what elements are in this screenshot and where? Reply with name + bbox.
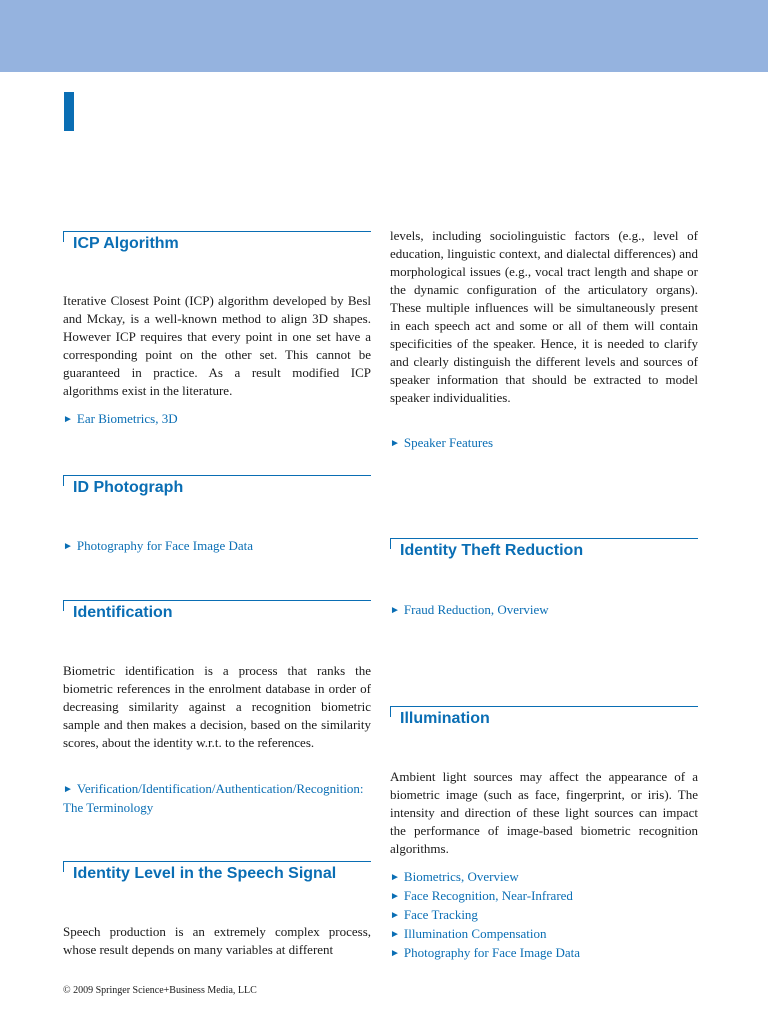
cross-reference-link[interactable]: ► Photography for Face Image Data xyxy=(63,538,254,553)
triangle-right-icon: ► xyxy=(390,948,400,959)
entry-heading xyxy=(390,538,698,569)
cross-references xyxy=(390,868,698,963)
entry-title: Identification xyxy=(73,604,173,621)
cross-reference-link[interactable]: ► Ear Biometrics, 3D xyxy=(63,411,178,426)
cross-reference-link[interactable]: ► Biometrics, Overview xyxy=(390,869,519,884)
cross-references xyxy=(390,601,698,620)
entry-body: Iterative Closest Point (ICP) algorithm developed by Besl and Mckay, is a well-known method to align 3D shapes. However ICP requires that every point in one set have a corresponding point on the other set. This cannot be guaranteed in practice. As a result modified ICP algorithms exist in the literature. xyxy=(63,293,371,398)
entry-title: ICP Algorithm xyxy=(73,235,179,252)
entry-title: Identity Theft Reduction xyxy=(400,542,584,559)
entry-heading xyxy=(63,475,371,506)
section-letter-mark xyxy=(64,92,74,131)
cross-references xyxy=(63,410,371,429)
entry-icp-algorithm xyxy=(63,231,371,426)
entry-body: Biometric identification is a process that ranks the biometric references in the enrolment database in order of decreasing similarity against a recognition biometric sample and then makes a decision, based on the similarity scores, about the identity w.r.t. to the references. xyxy=(63,663,371,750)
entry-identity-level-speech xyxy=(63,861,371,957)
cross-reference-link[interactable]: ► Speaker Features xyxy=(390,435,494,450)
entry-identification xyxy=(63,600,371,815)
entry-illumination xyxy=(390,706,698,960)
entry-title: ID Photograph xyxy=(73,479,184,496)
cross-references xyxy=(63,537,371,556)
cross-references xyxy=(390,434,698,453)
entry-title: Illumination xyxy=(400,710,490,727)
triangle-right-icon: ► xyxy=(63,541,73,552)
entry-heading xyxy=(390,706,698,737)
triangle-right-icon: ► xyxy=(390,891,400,902)
triangle-right-icon: ► xyxy=(390,872,400,883)
triangle-right-icon: ► xyxy=(390,929,400,940)
triangle-right-icon: ► xyxy=(390,910,400,921)
cross-references xyxy=(63,780,371,817)
triangle-right-icon: ► xyxy=(390,605,400,616)
triangle-right-icon: ► xyxy=(63,784,73,795)
cross-reference-link[interactable]: ► Face Recognition, Near-Infrared xyxy=(390,888,573,903)
header-band xyxy=(0,0,768,72)
cross-reference-link[interactable]: ► Fraud Reduction, Overview xyxy=(390,602,549,617)
entry-heading xyxy=(63,231,371,262)
entry-body: Ambient light sources may affect the appearance of a biometric image (such as face, fingerprint, or iris). The intensity and direction of these light sources can impact the performance of image-based biometric recognition algorithms. xyxy=(390,769,698,856)
cross-reference-link[interactable]: ► Photography for Face Image Data xyxy=(390,945,581,960)
cross-reference-link[interactable]: ► Face Tracking xyxy=(390,907,478,922)
entry-heading xyxy=(63,600,371,631)
entry-body: Speech production is an extremely complex process, whose result depends on many variables at different xyxy=(63,924,371,957)
entry-title: Identity Level in the Speech Signal xyxy=(73,865,337,882)
entry-identity-theft-reduction xyxy=(390,538,698,617)
triangle-right-icon: ► xyxy=(63,414,73,425)
entry-heading xyxy=(63,861,371,892)
entry-body-continued: levels, including sociolinguistic factors (e.g., level of education, linguistic context, and dialectal differences) and morphological issues (e.g., vocal tract length and shape or the dynamic configuration of the articulatory organs). These multiple influences will be simultaneously present in each speech act and some or all of them will contain specificities of the speaker. Hence, it is needed to clarify and clearly distinguish the different levels and sources of speaker information that should be extracted to model speaker individualities. xyxy=(390,228,698,405)
copyright-footer: © 2009 Springer Science+Business Media, LLC xyxy=(63,985,257,996)
cross-reference-link[interactable]: ► Verification/Identification/Authentication/Recognition: The Terminology xyxy=(63,781,364,815)
triangle-right-icon: ► xyxy=(390,438,400,449)
cross-reference-link[interactable]: ► Illumination Compensation xyxy=(390,926,547,941)
entry-id-photograph xyxy=(63,475,371,553)
